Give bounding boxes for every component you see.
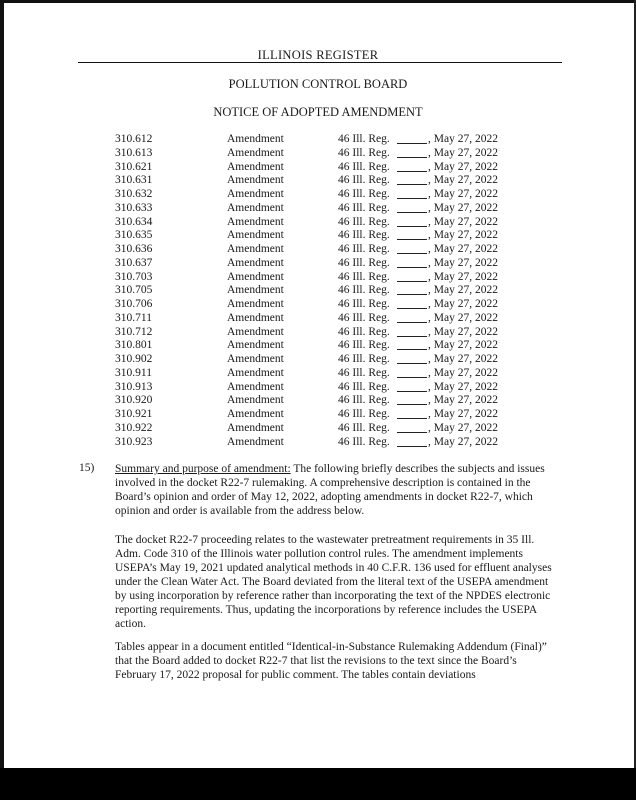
section-action: Amendment xyxy=(227,133,284,145)
effective-date: , May 27, 2022 xyxy=(428,284,498,297)
effective-date: , May 27, 2022 xyxy=(428,270,498,283)
section-number: 310.703 xyxy=(115,270,153,283)
section-number: 310.801 xyxy=(115,339,153,352)
section-number: 310.712 xyxy=(115,325,153,338)
register-citation: 46 Ill. Reg. xyxy=(338,256,390,269)
section-row xyxy=(0,174,636,188)
section-action: Amendment xyxy=(227,421,284,434)
section-row xyxy=(0,298,636,312)
section-number: 310.711 xyxy=(115,311,152,324)
page-blank xyxy=(397,298,427,309)
page-blank xyxy=(397,326,427,337)
section-number: 310.913 xyxy=(115,380,153,393)
section-action: Amendment xyxy=(227,174,284,187)
page-blank xyxy=(397,147,427,158)
effective-date: , May 27, 2022 xyxy=(428,339,498,352)
section-number: 310.635 xyxy=(115,229,153,242)
register-citation: 46 Ill. Reg. xyxy=(338,243,390,255)
section-row xyxy=(0,381,636,395)
page-blank xyxy=(397,394,427,405)
board-name: POLLUTION CONTROL BOARD xyxy=(228,77,408,91)
section-action: Amendment xyxy=(227,380,284,393)
page-blank xyxy=(397,174,427,185)
effective-date: , May 27, 2022 xyxy=(428,229,498,242)
register-citation: 46 Ill. Reg. xyxy=(338,353,390,365)
section-row xyxy=(0,216,636,230)
section-number: 310.920 xyxy=(115,394,153,407)
effective-date: , May 27, 2022 xyxy=(428,435,498,448)
section-action: Amendment xyxy=(227,435,284,448)
page-blank xyxy=(397,339,427,350)
section-number: 310.922 xyxy=(115,421,153,434)
summary-paragraph xyxy=(115,462,553,518)
section-number: 310.911 xyxy=(115,366,152,379)
effective-date: , May 27, 2022 xyxy=(428,408,498,420)
section-number: 310.706 xyxy=(115,298,153,310)
effective-date: , May 27, 2022 xyxy=(428,160,498,173)
section-row xyxy=(0,326,636,340)
section-action: Amendment xyxy=(227,284,284,297)
effective-date: , May 27, 2022 xyxy=(428,133,498,145)
effective-date: , May 27, 2022 xyxy=(428,380,498,393)
effective-date: , May 27, 2022 xyxy=(428,243,498,255)
section-number: 310.633 xyxy=(115,201,153,214)
register-citation: 46 Ill. Reg. xyxy=(338,133,390,145)
section-number: 310.621 xyxy=(115,160,153,173)
section-row xyxy=(0,161,636,175)
section-row xyxy=(0,147,636,161)
section-action: Amendment xyxy=(227,408,284,420)
section-action: Amendment xyxy=(227,243,284,255)
section-action: Amendment xyxy=(227,215,284,228)
section-row xyxy=(0,312,636,326)
header-rule xyxy=(78,62,562,63)
effective-date: , May 27, 2022 xyxy=(428,353,498,365)
summary-text: The following briefly describes the subjects and issues involved in the docket R22-7 rulemaking. A comprehensive description is contained in the Board’s opinion and order of May 12, 2022, adopting amendments in docket R22-7, which opinion and order is available from the address below. xyxy=(115,463,545,517)
section-number: 310.632 xyxy=(115,188,153,200)
register-citation: 46 Ill. Reg. xyxy=(338,284,390,297)
page-blank xyxy=(397,257,427,268)
register-title: ILLINOIS REGISTER xyxy=(257,48,379,62)
register-citation: 46 Ill. Reg. xyxy=(338,146,390,159)
section-number: 310.705 xyxy=(115,284,153,297)
section-row xyxy=(0,271,636,285)
section-number: 310.631 xyxy=(115,174,153,187)
section-number: 310.612 xyxy=(115,133,153,145)
section-row xyxy=(0,394,636,408)
effective-date: , May 27, 2022 xyxy=(428,298,498,310)
page-blank xyxy=(397,436,427,447)
item-number: 15) xyxy=(79,462,95,474)
register-citation: 46 Ill. Reg. xyxy=(338,298,390,310)
page-blank xyxy=(397,188,427,199)
section-number: 310.634 xyxy=(115,215,153,228)
page-blank xyxy=(397,284,427,295)
page-blank xyxy=(397,161,427,172)
register-citation: 46 Ill. Reg. xyxy=(338,339,390,352)
effective-date: , May 27, 2022 xyxy=(428,146,498,159)
section-row xyxy=(0,436,636,450)
section-action: Amendment xyxy=(227,394,284,407)
register-citation: 46 Ill. Reg. xyxy=(338,160,390,173)
page-blank xyxy=(397,408,427,419)
section-action: Amendment xyxy=(227,339,284,352)
page-blank xyxy=(397,422,427,433)
section-row xyxy=(0,422,636,436)
effective-date: , May 27, 2022 xyxy=(428,174,498,187)
register-citation: 46 Ill. Reg. xyxy=(338,325,390,338)
section-number: 310.637 xyxy=(115,256,153,269)
section-row xyxy=(0,133,636,147)
register-citation: 46 Ill. Reg. xyxy=(338,435,390,448)
section-row xyxy=(0,339,636,353)
register-citation: 46 Ill. Reg. xyxy=(338,270,390,283)
section-number: 310.636 xyxy=(115,243,153,255)
section-action: Amendment xyxy=(227,366,284,379)
page-blank xyxy=(397,312,427,323)
section-row xyxy=(0,202,636,216)
proceeding-paragraph: The docket R22-7 proceeding relates to the wastewater pretreatment requirements in 35 Ill. Adm. Code 310 of the Illinois water pollution control rules. The amendment implements USEPA’s May 19, 2021 updated analytical methods in 40 C.F.R. 136 used for effluent analyses under the Clean Water Act. The Board deviated from the literal text of the USEPA amendment by using incorporation by reference rather than incorporating the text of the NPDES electronic reporting requirements. Thus, updating the incorporations by reference includes the USEPA action. xyxy=(115,534,552,630)
page-blank xyxy=(397,243,427,254)
register-citation: 46 Ill. Reg. xyxy=(338,394,390,407)
section-row xyxy=(0,367,636,381)
notice-title: NOTICE OF ADOPTED AMENDMENT xyxy=(213,105,423,119)
page-blank xyxy=(397,353,427,364)
section-action: Amendment xyxy=(227,256,284,269)
section-action: Amendment xyxy=(227,160,284,173)
effective-date: , May 27, 2022 xyxy=(428,215,498,228)
section-action: Amendment xyxy=(227,188,284,200)
section-row xyxy=(0,229,636,243)
effective-date: , May 27, 2022 xyxy=(428,201,498,214)
page-blank xyxy=(397,133,427,144)
page-blank xyxy=(397,271,427,282)
section-action: Amendment xyxy=(227,270,284,283)
register-citation: 46 Ill. Reg. xyxy=(338,174,390,187)
page-blank xyxy=(397,216,427,227)
effective-date: , May 27, 2022 xyxy=(428,256,498,269)
page-blank xyxy=(397,202,427,213)
page-blank xyxy=(397,381,427,392)
register-citation: 46 Ill. Reg. xyxy=(338,311,390,324)
register-citation: 46 Ill. Reg. xyxy=(338,408,390,420)
section-number: 310.613 xyxy=(115,146,153,159)
scan-border-bottom xyxy=(0,768,636,800)
register-citation: 46 Ill. Reg. xyxy=(338,201,390,214)
section-row xyxy=(0,353,636,367)
effective-date: , May 27, 2022 xyxy=(428,188,498,200)
effective-date: , May 27, 2022 xyxy=(428,394,498,407)
section-action: Amendment xyxy=(227,325,284,338)
section-row xyxy=(0,284,636,298)
section-number: 310.923 xyxy=(115,435,153,448)
section-action: Amendment xyxy=(227,146,284,159)
page-blank xyxy=(397,229,427,240)
section-action: Amendment xyxy=(227,353,284,365)
tables-paragraph: Tables appear in a document entitled “Identical-in-Substance Rulemaking Addendum (Final)” that the Board added to docket R22-7 that list the revisions to the text since the Board’s February 17, 2022 proposal for public comment. The tables contain deviations xyxy=(115,641,547,681)
section-action: Amendment xyxy=(227,201,284,214)
effective-date: , May 27, 2022 xyxy=(428,366,498,379)
register-citation: 46 Ill. Reg. xyxy=(338,188,390,200)
section-action: Amendment xyxy=(227,311,284,324)
section-action: Amendment xyxy=(227,229,284,242)
effective-date: , May 27, 2022 xyxy=(428,325,498,338)
section-list xyxy=(0,133,636,449)
scan-border-top xyxy=(0,0,636,3)
section-number: 310.921 xyxy=(115,408,153,420)
effective-date: , May 27, 2022 xyxy=(428,421,498,434)
summary-heading: Summary and purpose of amendment: xyxy=(115,463,291,475)
section-row xyxy=(0,243,636,257)
section-action: Amendment xyxy=(227,298,284,310)
section-row xyxy=(0,257,636,271)
register-citation: 46 Ill. Reg. xyxy=(338,421,390,434)
section-row xyxy=(0,188,636,202)
register-citation: 46 Ill. Reg. xyxy=(338,380,390,393)
page-blank xyxy=(397,367,427,378)
section-row xyxy=(0,408,636,422)
register-citation: 46 Ill. Reg. xyxy=(338,215,390,228)
register-citation: 46 Ill. Reg. xyxy=(338,229,390,242)
effective-date: , May 27, 2022 xyxy=(428,311,498,324)
register-citation: 46 Ill. Reg. xyxy=(338,366,390,379)
section-number: 310.902 xyxy=(115,353,153,365)
